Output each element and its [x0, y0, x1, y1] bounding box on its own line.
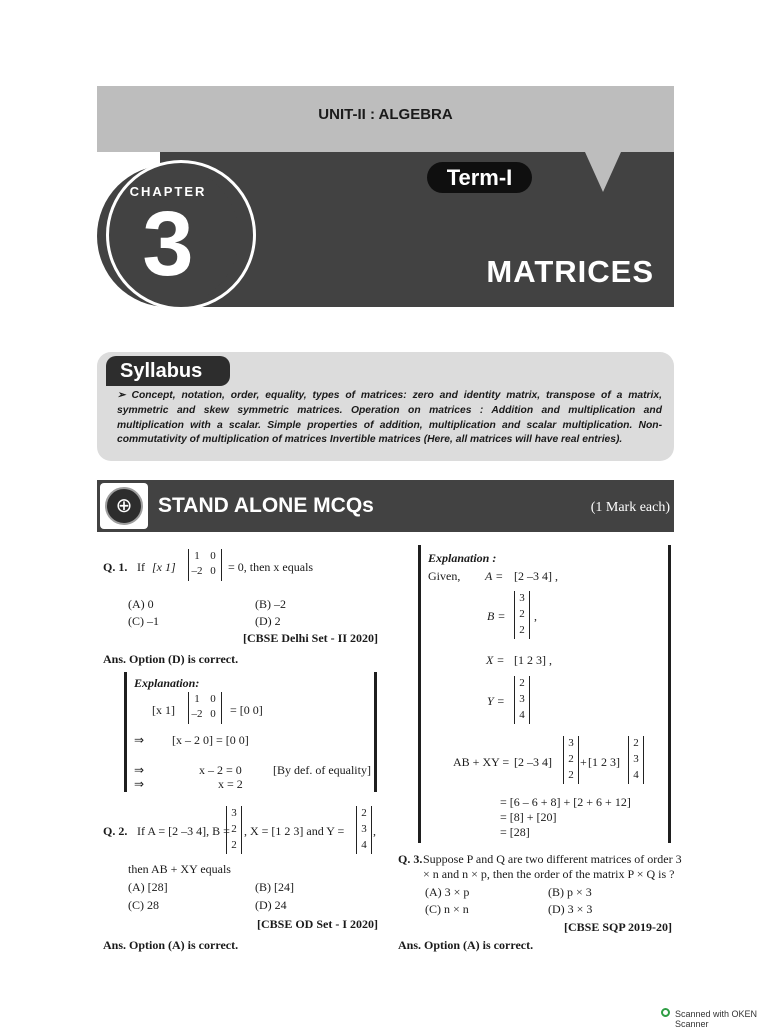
implies-icon: ⇒ [134, 763, 145, 777]
q1-exp-matrix-cell: 0 [210, 708, 216, 720]
section-marks: (1 Mark each) [590, 500, 670, 515]
q2-exp-matrix-b-cell: 2 [519, 608, 525, 620]
q1-exp-matrix-cell: 0 [210, 693, 216, 705]
q2-exp-plus: + [580, 755, 587, 769]
q1-option-a: (A) 0 [128, 597, 154, 611]
q2-exp-xy-row: [1 2 3] [588, 755, 620, 769]
q2-stem-a: If A = [2 –3 4], B = [137, 824, 230, 838]
q2-exp-ab-column [563, 736, 579, 784]
q2-exp-a-value: [2 –3 4] , [514, 569, 558, 583]
q1-exp-matrix [188, 692, 222, 724]
q2-explanation-bar-right [668, 545, 671, 843]
chapter-label: CHAPTER [129, 184, 207, 199]
scanner-watermark: Scanned with OKEN Scanner [675, 1009, 758, 1029]
term-badge: Term-I [427, 162, 532, 193]
q1-label: Q. 1. [103, 560, 128, 574]
q2-exp-ab-row: [2 –3 4] [514, 755, 552, 769]
q1-exp-matrix-cell: 1 [194, 693, 200, 705]
q2-matrix-y-cell: 2 [361, 807, 367, 819]
q1-exp-matrix-cell: –2 [191, 708, 203, 720]
q2-exp-xy-column-cell: 3 [633, 753, 639, 765]
q2-matrix-b [226, 806, 242, 854]
q1-option-c: (C) –1 [128, 614, 159, 628]
q3-option-b: (B) p × 3 [548, 885, 592, 899]
q2-option-a: (A) [28] [128, 880, 168, 894]
q1-explanation-heading: Explanation: [134, 676, 200, 690]
q1-matrix-cell: 0 [210, 565, 216, 577]
syllabus-text [117, 389, 662, 448]
q3-option-c: (C) n × n [425, 902, 469, 916]
q1-explanation-bar-left [124, 672, 127, 792]
q2-exp-x-value: [1 2 3] , [514, 653, 552, 667]
q2-exp-ab-column-cell: 2 [568, 769, 574, 781]
q2-exp-xy-column [628, 736, 644, 784]
q2-stem-d: then AB + XY equals [128, 862, 231, 876]
q1-if: If [137, 560, 145, 574]
q1-source: [CBSE Delhi Set - II 2020] [242, 631, 378, 645]
q2-exp-xy-column-cell: 4 [633, 769, 639, 781]
q1-explanation-bar-right [374, 672, 377, 792]
q2-exp-matrix-b [514, 591, 530, 639]
q2-explanation-heading: Explanation : [428, 551, 497, 565]
q2-matrix-b-cell: 3 [231, 807, 237, 819]
q1-matrix-cell: 1 [194, 550, 200, 562]
chapter-title: MATRICES [486, 254, 654, 289]
q2-exp-ab-column-cell: 2 [568, 753, 574, 765]
q1-exp-line3: x – 2 = 0 [199, 763, 242, 777]
q3-answer: Ans. Option (A) is correct. [398, 938, 534, 952]
globe-icon: ⊕ [105, 487, 143, 525]
q2-matrix-y [356, 806, 372, 854]
q2-exp-x-label: X = [486, 653, 505, 667]
q1-matrix-cell: –2 [191, 565, 203, 577]
q2-matrix-y-cell: 3 [361, 823, 367, 835]
syllabus-heading: Syllabus [106, 356, 230, 386]
q2-option-c: (C) 28 [128, 898, 159, 912]
q3-stem-line1: Suppose P and Q are two different matrices of order 3 [423, 852, 682, 866]
q2-exp-step3: = [28] [500, 825, 530, 839]
q2-exp-ab-label: AB + XY = [453, 755, 510, 769]
syllabus-content: Concept, notation, order, equality, types of matrices: zero and identity matrix, transpose of a matrix, symmetric and skew symmetric matrices. Operation on matrices : Addition and multiplication and multiplication with a scalar. Simple properties of addition, multiplication and scalar multiplication. Non-commutativity of multiplication of matrices Invertible matrices (Here, all matrices will have real entries). [117, 390, 662, 446]
implies-icon: ⇒ [134, 777, 145, 791]
q3-stem-line2: × n and n × p, then the order of the matrix P × Q is ? [423, 867, 675, 881]
q1-exp-line2: [x – 2 0] = [0 0] [172, 733, 249, 747]
q3-option-d: (D) 3 × 3 [548, 902, 593, 916]
q1-row-vector: [x 1] [152, 560, 176, 574]
unit-title: UNIT-II : ALGEBRA [318, 106, 453, 123]
band-notch [585, 152, 621, 192]
q1-answer: Ans. Option (D) is correct. [103, 652, 239, 666]
q3-source: [CBSE SQP 2019-20] [563, 920, 672, 934]
q1-exp-row-vector: [x 1] [152, 703, 175, 717]
q2-matrix-b-cell: 2 [231, 823, 237, 835]
q1-exp-line1-rhs: = [0 0] [230, 703, 263, 717]
q2-explanation-bar-left [418, 545, 421, 843]
scanner-logo-icon [661, 1008, 670, 1017]
q1-matrix-cell: 0 [210, 550, 216, 562]
q2-exp-matrix-y [514, 676, 530, 724]
q2-exp-ab-column-cell: 3 [568, 737, 574, 749]
q3-option-a: (A) 3 × p [425, 885, 470, 899]
q1-option-b: (B) –2 [255, 597, 286, 611]
q2-exp-matrix-y-cell: 2 [519, 677, 525, 689]
q1-exp-line4: x = 2 [218, 777, 243, 791]
q2-stem-c: , [373, 824, 376, 838]
q1-option-d: (D) 2 [255, 614, 281, 628]
syllabus-bullet: ➢ [117, 390, 126, 401]
q2-exp-given: Given, [428, 569, 461, 583]
q2-exp-matrix-b-cell: 2 [519, 624, 525, 636]
q2-exp-a-label: A = [485, 569, 504, 583]
q2-exp-step1: = [6 – 6 + 8] + [2 + 6 + 12] [500, 795, 631, 809]
section-title: STAND ALONE MCQs [158, 494, 374, 517]
q2-exp-b-tail: , [534, 609, 537, 623]
q1-exp-line3-note: [By def. of equality] [273, 763, 371, 777]
q2-exp-step2: = [8] + [20] [500, 810, 557, 824]
q2-option-d: (D) 24 [255, 898, 287, 912]
q2-exp-xy-column-cell: 2 [633, 737, 639, 749]
q1-stem-tail: = 0, then x equals [228, 560, 314, 574]
q3-label: Q. 3. [398, 852, 423, 866]
q2-answer: Ans. Option (A) is correct. [103, 938, 239, 952]
q2-exp-matrix-b-cell: 3 [519, 592, 525, 604]
q2-matrix-b-cell: 2 [231, 839, 237, 851]
q2-exp-matrix-y-cell: 3 [519, 693, 525, 705]
chapter-number: 3 [142, 193, 194, 295]
q2-label: Q. 2. [103, 824, 128, 838]
q2-exp-matrix-y-cell: 4 [519, 709, 525, 721]
q2-option-b: (B) [24] [255, 880, 294, 894]
q2-matrix-y-cell: 4 [361, 839, 367, 851]
q2-exp-y-label: Y = [487, 694, 505, 708]
q2-source: [CBSE OD Set - I 2020] [256, 917, 378, 931]
q1-matrix [188, 549, 222, 581]
implies-icon: ⇒ [134, 733, 145, 747]
q2-stem-b: , X = [1 2 3] and Y = [244, 824, 345, 838]
q2-exp-b-label: B = [487, 609, 506, 623]
